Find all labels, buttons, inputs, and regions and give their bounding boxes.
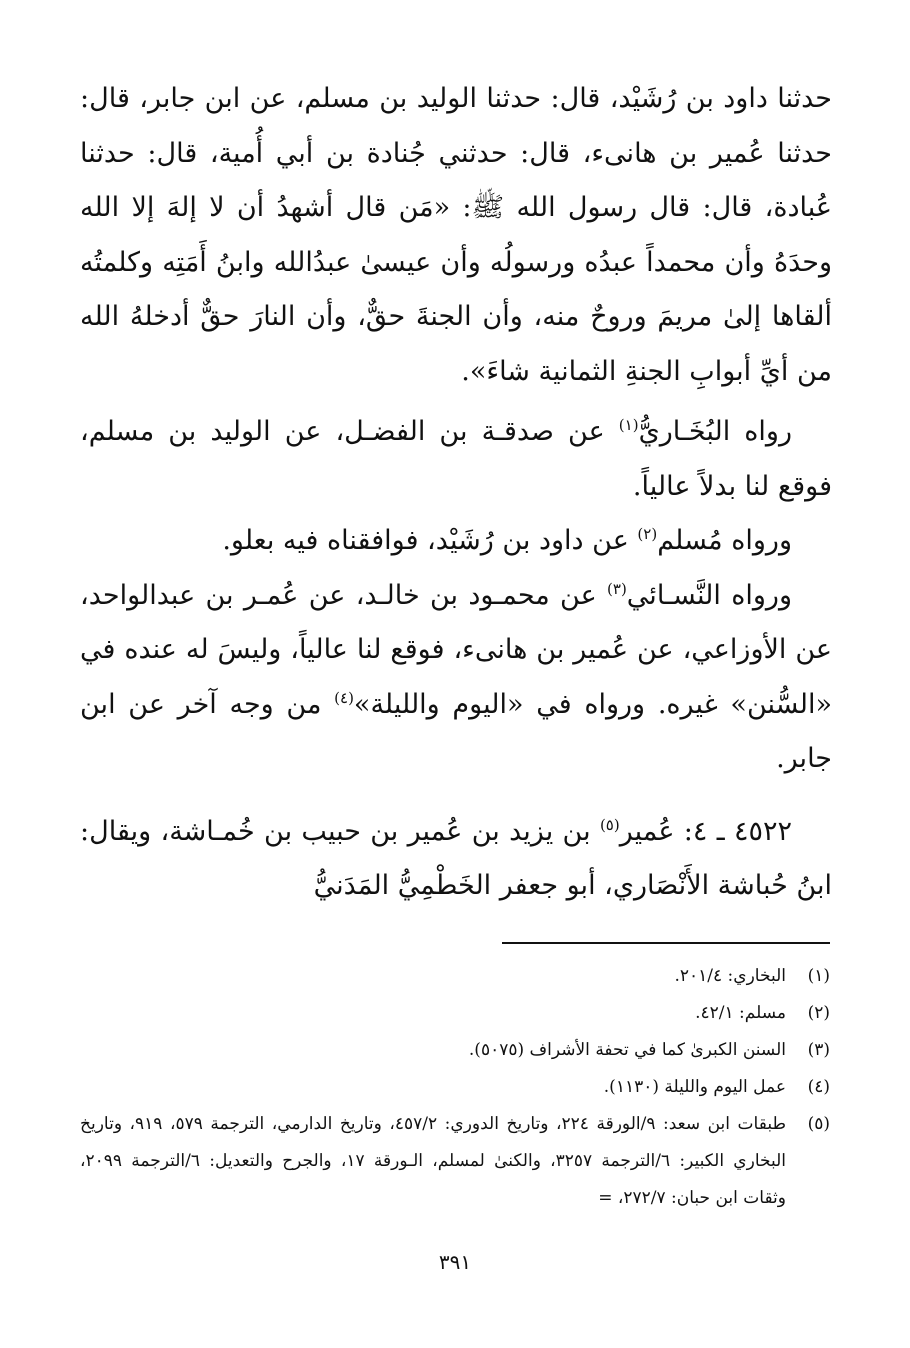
muslim-text-b: عن داود بن رُشَيْد، فوافقناه فيه بعلو. <box>222 525 638 556</box>
footnote-ref-2[interactable]: (٢) <box>637 525 658 543</box>
bukhari-text-a: رواه البُخَـاريُّ <box>638 416 792 447</box>
footnote-number: (٤) <box>807 1077 830 1097</box>
entry-heading-paragraph <box>80 805 832 914</box>
footnote-number: (١) <box>807 966 830 986</box>
footnote-ref-5[interactable]: (٥) <box>599 815 620 834</box>
nasai-text-b: عن محمـود بن خالـد، عن عُمـر بن عبدالواحد، عن الأوزاعي، عن عُمير بن هانىء، فوقع لنا عالياً، وليسَ له عنده في «السُّنن» غيره. ورواه في «اليوم والليلة» <box>80 579 832 720</box>
muslim-text-a: ورواه مُسلم <box>657 525 792 556</box>
nasai-text-c: من وجه آخر عن ابن جابر. <box>80 688 832 774</box>
bukhari-text-b: عن صدقـة بن الفضـل، عن الوليد بن مسلم، فوقع لنا بدلاً عالياً. <box>80 416 832 502</box>
nasai-text-a: ورواه النَّسـائي <box>626 579 792 611</box>
footnote-item <box>80 1106 830 1217</box>
footnote-number: (٢) <box>807 1003 830 1023</box>
footnote-item <box>80 958 830 995</box>
bukhari-paragraph <box>80 405 832 514</box>
footnote-item <box>80 1069 830 1106</box>
footnote-text: مسلم: ٤٢/١. <box>695 1003 786 1023</box>
footnotes <box>80 958 830 1217</box>
entry-number: ٤٥٢٢ ـ ٤: عُمير <box>619 815 792 847</box>
footnote-text: السنن الكبرىٰ كما في تحفة الأشراف (٥٠٧٥). <box>468 1040 786 1060</box>
footnote-item <box>80 995 830 1032</box>
footnote-number: (٥) <box>807 1114 830 1134</box>
footnote-item <box>80 1032 830 1069</box>
hadith-paragraph <box>80 72 832 399</box>
main-text <box>80 72 832 914</box>
footnote-ref-3[interactable]: (٣) <box>607 579 627 598</box>
hadith-text: حدثنا داود بن رُشَيْد، قال: حدثنا الوليد بن مسلم، عن ابن جابر، قال: حدثنا عُمير بن هانىء، قال: حدثني جُنادة بن أبي أُمية، قال: حدثنا عُبادة، قال: قال رسول الله ﷺ: «مَن قال أشهدُ أن لا إلهَ إلا الله وحدَهُ وأن محمداً عبدُه ورسولُه وأن عيسىٰ عبدُالله وابنُ أَمَتِه وكلمتُه ألقاها إلىٰ مريمَ وروحٌ منه، وأن الجنةَ حقٌّ، وأن النارَ حقٌّ أدخلهُ الله من أيِّ أبوابِ الجنةِ الثمانية شاءَ». <box>80 83 832 387</box>
muslim-paragraph <box>80 514 832 569</box>
footnote-number: (٣) <box>807 1040 830 1060</box>
footnote-separator <box>502 942 830 944</box>
footnote-text: طبقات ابن سعد: ٩/الورقة ٢٢٤، وتاريخ الدوري: ٤٥٧/٢، وتاريخ الدارمي، الترجمة ٥٧٩، ٩١٩، وتاريخ البخاري الكبير: ٦/الترجمة ٣٢٥٧، والكنىٰ لمسلم، الـورقة ١٧، والجرح والتعديل: ٦/الترجمة ٢٠٩٩، وثقات ابن حبان: ٢٧٢/٧، = <box>80 1114 787 1208</box>
entry-text: بن يزيد بن عُمير بن حبيب بن خُمـاشة، ويقال: ابنُ حُباشة الأَنْصَاري، أبو جعفر الخَطْمِيُّ المَدَنيُّ <box>80 815 832 901</box>
footnote-text: البخاري: ٢٠١/٤. <box>674 966 786 986</box>
footnote-ref-1[interactable]: (١) <box>618 416 639 434</box>
page-number: ٣٩١ <box>438 1250 472 1274</box>
footnote-ref-4[interactable]: (٤) <box>334 688 354 707</box>
nasai-paragraph <box>80 569 832 787</box>
footnote-text: عمل اليوم والليلة (١١٣٠). <box>603 1077 786 1097</box>
